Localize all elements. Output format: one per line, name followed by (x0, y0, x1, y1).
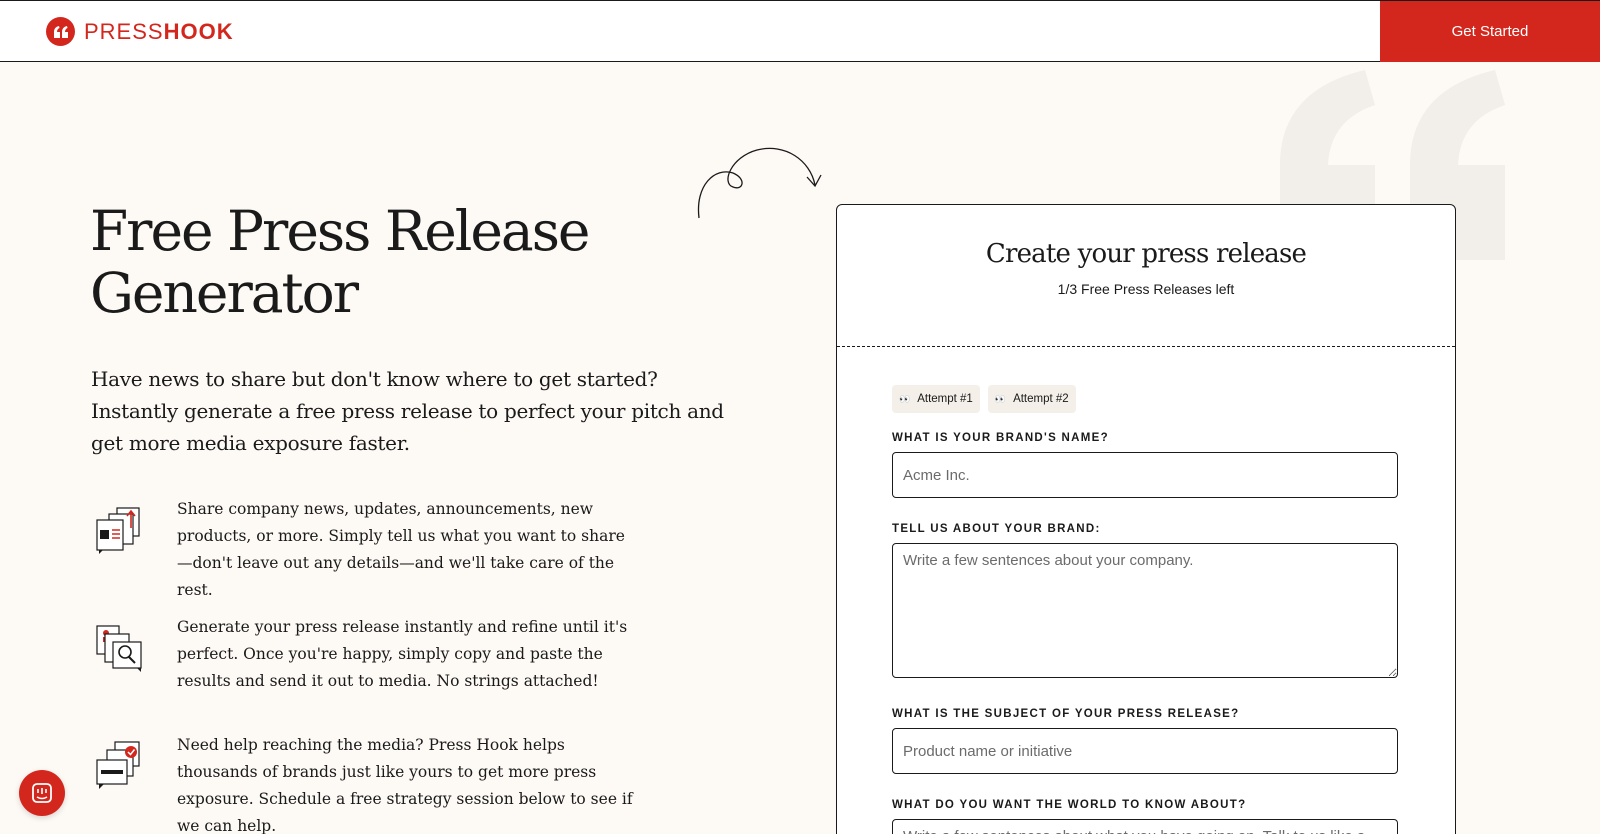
title-line-2: Generator (90, 261, 358, 325)
presshook-logo[interactable] (46, 17, 234, 46)
subject-input[interactable] (892, 728, 1398, 774)
form-body (837, 347, 1455, 834)
brand-about-label: TELL US ABOUT YOUR BRAND: (892, 523, 1101, 535)
remaining-count: 1/3 Free Press Releases left (1057, 281, 1235, 297)
form-title: Create your press release (985, 239, 1307, 269)
attempt-2-chip[interactable] (988, 385, 1076, 413)
subject-label: WHAT IS THE SUBJECT OF YOUR PRESS RELEASE? (892, 708, 1240, 720)
attempt-tabs (892, 385, 1400, 413)
magnify-profile-icon (95, 622, 145, 672)
press-release-form-card (836, 204, 1456, 834)
chat-icon (32, 783, 52, 803)
world-label: WHAT DO YOU WANT THE WORLD TO KNOW ABOUT? (892, 799, 1247, 811)
title-line-1: Free Press Release (90, 199, 589, 263)
feature-text: Need help reaching the media? Press Hook helps thousands of brands just like yours to get more press exposure. Schedule a free strategy session below to see if we can help. (177, 736, 633, 834)
logo-text-hook: HOOK (163, 18, 234, 44)
world-textarea[interactable] (892, 819, 1398, 834)
site-header (0, 0, 1600, 62)
quote-mark-icon (46, 17, 75, 46)
brand-about-textarea[interactable] (892, 543, 1398, 678)
logo-wordmark (84, 19, 234, 45)
get-started-button[interactable]: Get Started (1380, 1, 1600, 62)
chat-support-button[interactable] (19, 770, 65, 816)
page-title (90, 200, 710, 324)
attempt-1-chip[interactable] (892, 385, 980, 413)
documents-arrow-icon (95, 504, 145, 554)
curved-arrow-icon (695, 145, 830, 225)
feature-text: Generate your press release instantly and refine until it's perfect. Once you're happy, simply copy and paste the results and send it out to media. No strings attached! (177, 618, 628, 690)
brand-name-input[interactable] (892, 452, 1398, 498)
eyes-icon: 👀 (899, 393, 912, 404)
logo-text-press: PRESS (84, 18, 164, 44)
attempt-2-label: Attempt #2 (1013, 393, 1069, 405)
eyes-icon: 👀 (994, 393, 1008, 404)
hero-subtitle: Have news to share but don't know where to get started? Instantly generate a free press release to perfect your pitch and get more media exposure faster. (91, 367, 724, 455)
attempt-1-label: Attempt #1 (917, 393, 973, 405)
feature-text: Share company news, updates, announcements, new products, or more. Simply tell us what you want to share—don't leave out any details—and we'll take care of the rest. (177, 500, 625, 599)
brand-name-label: WHAT IS YOUR BRAND'S NAME? (892, 432, 1109, 444)
chat-check-icon (95, 740, 145, 790)
card-header (837, 205, 1455, 347)
